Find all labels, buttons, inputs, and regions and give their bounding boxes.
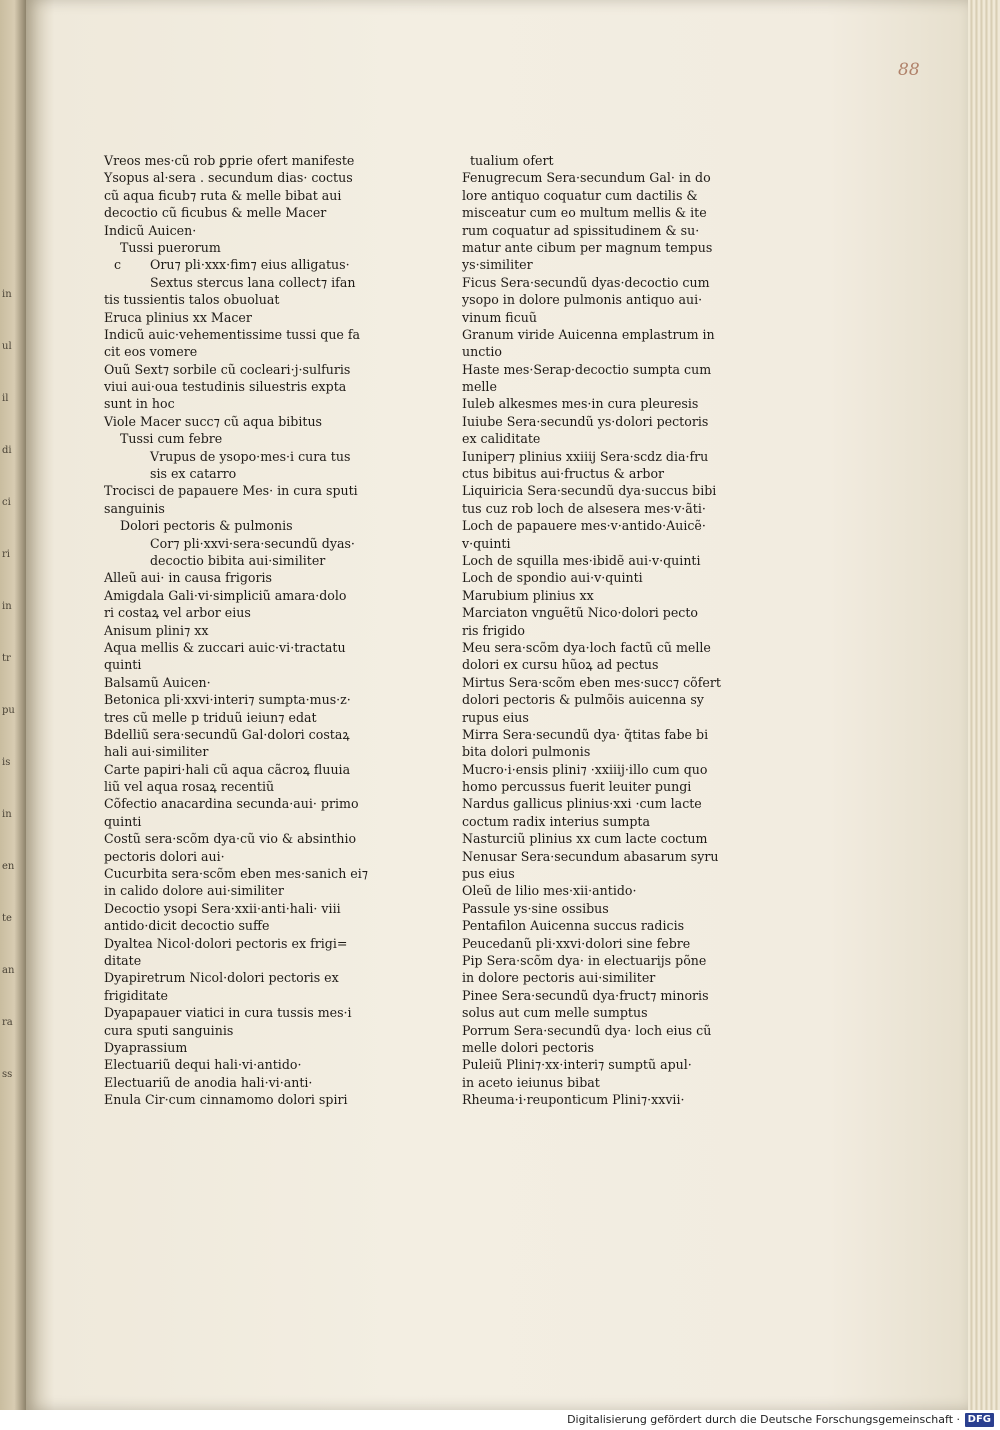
text-line	[462, 639, 832, 656]
left-column	[104, 152, 474, 1108]
text-line	[104, 448, 474, 465]
text-line	[462, 917, 832, 934]
text-line	[104, 848, 474, 865]
text-line	[104, 152, 474, 169]
text-line	[462, 726, 832, 743]
text-line	[462, 482, 832, 499]
right-column	[462, 152, 832, 1108]
text-line	[462, 222, 832, 239]
line-text: tualium ofert	[470, 153, 554, 168]
line-text: Iuiube Sera·secundũ ys·dolori pectoris	[462, 413, 709, 429]
text-line	[462, 1022, 832, 1039]
text-line	[462, 448, 832, 465]
text-line	[104, 569, 474, 586]
text-line	[104, 969, 474, 986]
line-text: Dyapiretrum Nicol·dolori pectoris ex	[104, 970, 339, 986]
line-text: Loch de papauere mes·v·antido·Auicẽ·	[462, 518, 706, 534]
line-text: unctio	[462, 344, 502, 360]
text-line	[462, 622, 832, 639]
text-line	[462, 691, 832, 708]
text-line	[462, 274, 832, 291]
left-page-fragment: ri	[2, 549, 10, 560]
line-text: Marciaton vnguẽtũ Nico·dolori pecto	[462, 605, 698, 621]
line-text: dolori pectoris & pulmõis auicenna sy	[462, 692, 704, 708]
line-text: Liquiricia Sera·secundũ dya·succus bibi	[462, 483, 717, 499]
text-line	[462, 430, 832, 447]
text-line	[462, 309, 832, 326]
line-text: Iuniper⁊ plinius xxiiij Sera·scdz dia·fru	[462, 448, 709, 464]
text-line	[104, 778, 474, 795]
left-page-fragment: te	[2, 913, 12, 924]
line-text: sis ex catarro	[150, 466, 237, 482]
text-line	[462, 987, 832, 1004]
line-text: pus eius	[462, 866, 515, 882]
text-line	[104, 1039, 474, 1056]
line-text: Bdelliũ sera·secundũ Gal·dolori costaꝝ	[104, 726, 350, 742]
line-text: Indicũ Auicen·	[104, 222, 197, 238]
text-line	[104, 465, 474, 482]
footer-credit: Digitalisierung gefördert durch die Deutsche Forschungsgemeinschaft ·	[567, 1413, 960, 1426]
left-page-fragment: ss	[2, 1069, 13, 1080]
text-line	[104, 361, 474, 378]
line-text: tres cũ melle p triduũ ieiun⁊ edat	[104, 709, 317, 725]
left-page-fragment: in	[2, 289, 12, 300]
text-line	[462, 569, 832, 586]
line-text: melle dolori pectoris	[462, 1039, 594, 1055]
text-line	[462, 552, 832, 569]
text-line	[104, 882, 474, 899]
text-line	[104, 326, 474, 343]
text-line	[104, 761, 474, 778]
left-page-fragment: tr	[2, 653, 11, 664]
line-text: Cucurbita sera·scõm eben mes·sanich ei⁊	[104, 866, 369, 882]
line-text: Nardus gallicus plinius·xxi ·cum lacte	[462, 796, 702, 812]
line-text: quinti	[104, 657, 142, 673]
text-line	[462, 1004, 832, 1021]
text-line	[462, 535, 832, 552]
line-text: quinti	[104, 813, 142, 829]
line-text: Tussi cum febre	[120, 431, 223, 447]
footer-bar	[0, 1410, 1000, 1430]
line-text: ys·similiter	[462, 257, 533, 273]
line-text: ex caliditate	[462, 431, 541, 447]
line-text: solus aut cum melle sumptus	[462, 1005, 648, 1021]
text-line	[462, 256, 832, 273]
text-line	[462, 343, 832, 360]
left-page-fragment: is	[2, 757, 11, 768]
line-text: Ysopus al·sera . secundum dias· coctus	[104, 170, 353, 186]
line-text: sunt in hoc	[104, 396, 175, 412]
text-line	[104, 291, 474, 308]
text-line	[104, 709, 474, 726]
line-text: tis tussientis talos obuoluat	[104, 292, 280, 308]
text-line	[462, 326, 832, 343]
line-text: bita dolori pulmonis	[462, 744, 591, 760]
line-text: melle	[462, 379, 497, 395]
text-line	[462, 361, 832, 378]
text-line	[104, 639, 474, 656]
line-text: decoctio cũ ficubus & melle Macer	[104, 205, 327, 221]
line-text: Dyaprassium	[104, 1039, 188, 1055]
line-text: Electuariũ de anodia hali·vi·anti·	[104, 1074, 313, 1090]
text-line	[104, 1022, 474, 1039]
text-line	[104, 743, 474, 760]
text-line	[462, 169, 832, 186]
line-text: Rheuma·i·reuponticum Plini⁊·xxvii·	[462, 1092, 685, 1108]
text-line	[104, 952, 474, 969]
line-text: Carte papiri·hali cũ aqua cãcroꝝ fluuia	[104, 761, 351, 777]
text-line	[462, 378, 832, 395]
text-line	[104, 430, 474, 447]
line-text: Pentafilon Auicenna succus radicis	[462, 918, 685, 934]
line-text: Decoctio ysopi Sera·xxii·anti·hali· viii	[104, 900, 341, 916]
text-line	[104, 795, 474, 812]
text-line	[462, 500, 832, 517]
text-line	[462, 830, 832, 847]
text-line	[104, 256, 474, 273]
left-page-edge	[0, 0, 26, 1410]
line-text: Cor⁊ pli·xxvi·sera·secundũ dyas·	[150, 535, 355, 551]
left-page-fragment: ul	[2, 341, 12, 352]
dfg-logo: DFG	[965, 1413, 994, 1427]
line-text: in dolore pectoris aui·similiter	[462, 970, 656, 986]
left-page-fragment: pu	[2, 705, 15, 716]
line-text: lore antiquo coquatur cum dactilis &	[462, 187, 698, 203]
line-text: Ficus Sera·secundũ dyas·decoctio cum	[462, 274, 710, 290]
line-text: Alleũ aui· in causa frigoris	[104, 570, 273, 586]
line-text: Trocisci de papauere Mes· in cura sputi	[104, 483, 358, 499]
page-stack-edge	[968, 0, 1000, 1410]
text-line	[462, 239, 832, 256]
line-text: homo percussus fuerit leuiter pungi	[462, 779, 692, 795]
text-line	[462, 761, 832, 778]
line-text: Vrupus de ysopo·mes·i cura tus	[150, 448, 351, 464]
line-text: Iuleb alkesmes mes·in cura pleuresis	[462, 396, 699, 412]
text-line	[104, 378, 474, 395]
text-line	[462, 865, 832, 882]
line-text: Mucro·i·ensis plini⁊ ·xxiiij·illo cum quo	[462, 761, 708, 777]
left-page-fragment: in	[2, 809, 12, 820]
text-line	[104, 813, 474, 830]
text-line	[462, 882, 832, 899]
line-text: Dyapapauer viatici in cura tussis mes·i	[104, 1005, 352, 1021]
line-text: ditate	[104, 952, 142, 968]
text-line	[462, 1074, 832, 1091]
line-text: dolori ex cursu hũoꝝ ad pectus	[462, 657, 659, 673]
text-line	[462, 795, 832, 812]
text-line	[462, 291, 832, 308]
text-line	[462, 952, 832, 969]
line-text: Viole Macer succ⁊ cũ aqua bibitus	[104, 413, 323, 429]
text-line	[104, 187, 474, 204]
text-line	[104, 222, 474, 239]
left-page-fragment: in	[2, 601, 12, 612]
text-line	[104, 604, 474, 621]
left-page-fragment: ci	[2, 497, 11, 508]
line-text: in aceto ieiunus bibat	[462, 1074, 600, 1090]
line-text: ris frigido	[462, 622, 525, 638]
line-text: liũ vel aqua rosaꝝ recentiũ	[104, 779, 275, 795]
text-line	[104, 343, 474, 360]
line-text: ri costaꝝ vel arbor eius	[104, 605, 251, 621]
text-line	[104, 622, 474, 639]
line-text: Granum viride Auicenna emplastrum in	[462, 326, 715, 342]
text-line	[462, 465, 832, 482]
text-line	[462, 743, 832, 760]
line-text: Marubium plinius xx	[462, 587, 594, 603]
line-text: coctum radix interius sumpta	[462, 813, 650, 829]
line-text: Oru⁊ pli·xxx·fim⁊ eius alligatus·	[150, 257, 350, 273]
text-line	[104, 1074, 474, 1091]
line-text: matur ante cibum per magnum tempus	[462, 239, 713, 255]
line-text: cit eos vomere	[104, 344, 198, 360]
text-line	[104, 987, 474, 1004]
text-line	[462, 935, 832, 952]
line-text: cura sputi sanguinis	[104, 1022, 234, 1038]
text-line	[104, 674, 474, 691]
line-text: Loch de squilla mes·ibidẽ aui·v·quinti	[462, 552, 701, 568]
line-text: sanguinis	[104, 500, 165, 516]
text-line	[104, 204, 474, 221]
text-line	[104, 691, 474, 708]
line-text: hali aui·similiter	[104, 744, 209, 760]
line-text: v·quinti	[462, 535, 511, 551]
line-text: Betonica pli·xxvi·interi⁊ sumpta·mus·z·	[104, 692, 351, 708]
text-line	[104, 552, 474, 569]
line-text: Enula Cir·cum cinnamomo dolori spiri	[104, 1092, 348, 1108]
line-text: Oleũ de lilio mes·xii·antido·	[462, 883, 637, 899]
line-text: Peucedanũ pli·xxvi·dolori sine febre	[462, 935, 691, 951]
line-text: Cõfectio anacardina secunda·aui· primo	[104, 796, 359, 812]
text-line	[462, 813, 832, 830]
text-line	[104, 517, 474, 534]
text-line	[462, 1039, 832, 1056]
text-line	[104, 900, 474, 917]
line-text: frigiditate	[104, 987, 168, 1003]
text-line	[462, 395, 832, 412]
line-text: Costũ sera·scõm dya·cũ vio & absinthio	[104, 831, 357, 847]
text-line	[462, 848, 832, 865]
text-line	[104, 1004, 474, 1021]
line-text: Fenugrecum Sera·secundum Gal· in do	[462, 170, 711, 186]
line-text: Ouũ Sext⁊ sorbile cũ cocleari·j·sulfuris	[104, 361, 351, 377]
text-line	[462, 656, 832, 673]
text-line	[462, 413, 832, 430]
line-text: Meu sera·scõm dya·loch factũ cũ melle	[462, 639, 711, 655]
line-text: vinum ficuũ	[462, 309, 537, 325]
text-line	[104, 865, 474, 882]
line-text: Tussi puerorum	[120, 239, 221, 255]
text-line	[104, 413, 474, 430]
text-line	[104, 726, 474, 743]
line-text: Nasturciũ plinius xx cum lacte coctum	[462, 831, 708, 847]
text-line	[462, 1091, 832, 1108]
line-text: rum coquatur ad spissitudinem & su·	[462, 222, 700, 238]
page-number: 88	[898, 60, 920, 80]
text-line	[104, 169, 474, 186]
line-text: rupus eius	[462, 709, 529, 725]
page-sheet	[26, 0, 968, 1410]
line-text: Mirtus Sera·scõm eben mes·succ⁊ cõfert	[462, 674, 721, 690]
text-line	[104, 309, 474, 326]
text-line	[462, 969, 832, 986]
line-text: viui aui·oua testudinis siluestris expta	[104, 379, 347, 395]
line-text: ysopo in dolore pulmonis antiquo aui·	[462, 292, 703, 308]
line-text: Pip Sera·scõm dya· in electuarijs põne	[462, 952, 707, 968]
line-text: Electuariũ dequi hali·vi·antido·	[104, 1057, 302, 1073]
left-page-fragment: ra	[2, 1017, 13, 1028]
text-line	[104, 1091, 474, 1108]
line-text: Passule ys·sine ossibus	[462, 900, 609, 916]
text-line	[462, 900, 832, 917]
line-text: Loch de spondio aui·v·quinti	[462, 570, 643, 586]
text-line	[104, 935, 474, 952]
text-line	[462, 587, 832, 604]
left-page-fragment: il	[2, 393, 9, 404]
line-text: Dolori pectoris & pulmonis	[120, 518, 293, 534]
text-line	[462, 674, 832, 691]
text-line	[104, 1056, 474, 1073]
text-line	[104, 917, 474, 934]
text-line	[104, 274, 474, 291]
text-line	[462, 204, 832, 221]
text-line	[104, 482, 474, 499]
line-text: cũ aqua ficub⁊ ruta & melle bibat aui	[104, 187, 342, 203]
text-line	[462, 187, 832, 204]
text-line	[104, 239, 474, 256]
line-text: Amigdala Gali·vi·simpliciũ amara·dolo	[104, 587, 347, 603]
line-text: misceatur cum eo multum mellis & ite	[462, 205, 707, 221]
text-line	[104, 535, 474, 552]
margin-marker: c	[114, 257, 122, 273]
left-page-fragment: di	[2, 445, 12, 456]
text-line	[104, 830, 474, 847]
left-page-fragment: an	[2, 965, 15, 976]
line-text: decoctio bibita aui·similiter	[150, 552, 326, 568]
line-text: Mirra Sera·secundũ dya· q̃titas fabe bi	[462, 726, 709, 742]
line-text: Porrum Sera·secundũ dya· loch eius cũ	[462, 1022, 712, 1038]
text-line	[104, 587, 474, 604]
line-text: Puleiũ Plini⁊·xx·interi⁊ sumptũ apul·	[462, 1057, 692, 1073]
text-line	[104, 500, 474, 517]
line-text: Vreos mes·cũ rob ꝑprie ofert manifeste	[104, 153, 355, 168]
line-text: tus cuz rob loch de alsesera mes·v·ãti·	[462, 500, 706, 516]
text-line	[462, 604, 832, 621]
line-text: Aqua mellis & zuccari auic·vi·tractatu	[104, 639, 346, 655]
line-text: Balsamũ Auicen·	[104, 674, 211, 690]
line-text: Nenusar Sera·secundum abasarum syru	[462, 848, 719, 864]
line-text: pectoris dolori aui·	[104, 848, 225, 864]
line-text: in calido dolore aui·similiter	[104, 883, 284, 899]
text-line	[462, 1056, 832, 1073]
line-text: antido·dicit decoctio suffe	[104, 918, 270, 934]
text-line	[462, 778, 832, 795]
line-text: ctus bibitus aui·fructus & arbor	[462, 466, 665, 482]
line-text: Sextus stercus lana collect⁊ ifan	[150, 274, 356, 290]
line-text: Pinee Sera·secundũ dya·fruct⁊ minoris	[462, 987, 709, 1003]
line-text: Anisum plini⁊ xx	[104, 622, 209, 638]
line-text: Eruca plinius xx Macer	[104, 309, 252, 325]
text-line	[104, 656, 474, 673]
line-text: Indicũ auic·vehementissime tussi que fa	[104, 326, 361, 342]
text-line	[462, 517, 832, 534]
left-page-fragment: en	[2, 861, 15, 872]
line-text: Dyaltea Nicol·dolori pectoris ex frigi=	[104, 935, 348, 951]
text-line	[462, 152, 832, 169]
text-line	[462, 709, 832, 726]
text-line	[104, 395, 474, 412]
line-text: Haste mes·Serap·decoctio sumpta cum	[462, 361, 712, 377]
